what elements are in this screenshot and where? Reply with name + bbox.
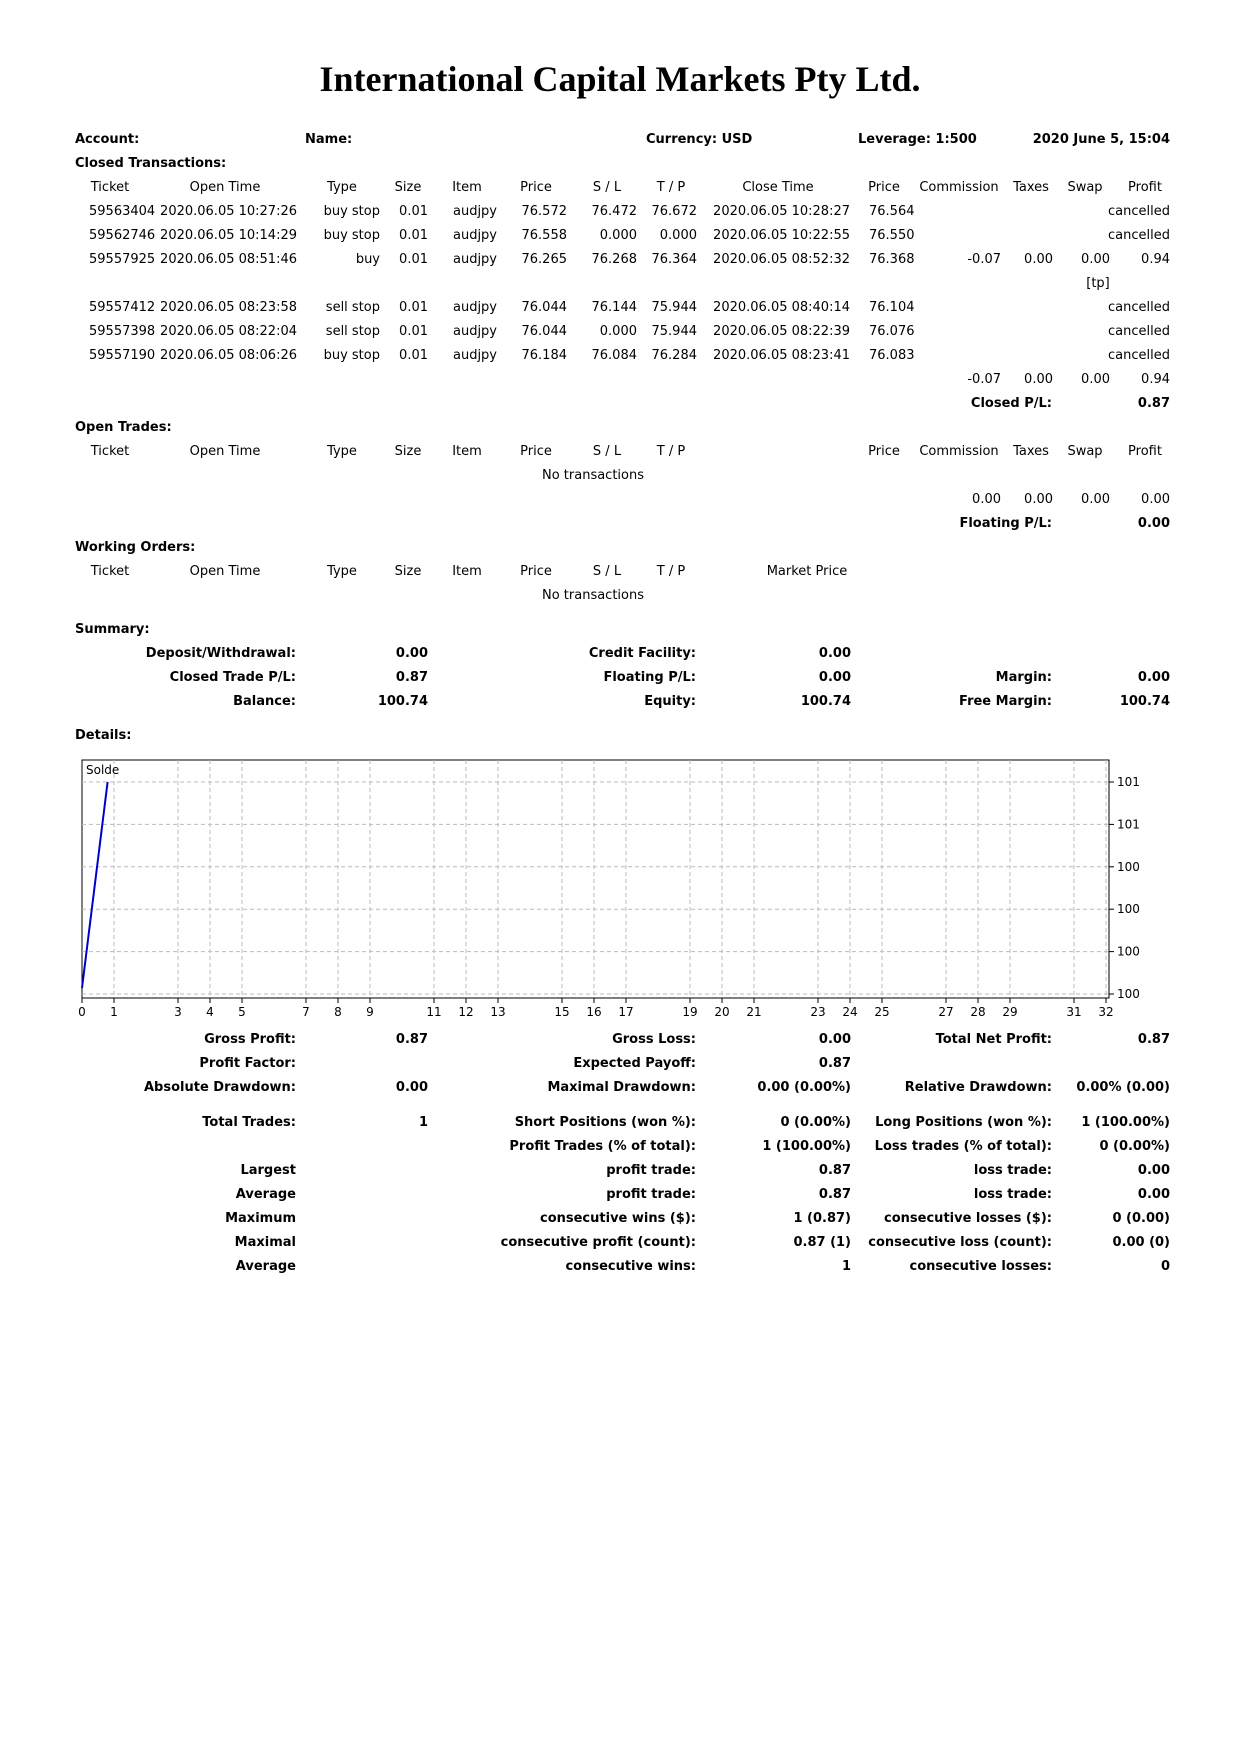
closed-cell-price: 76.558 <box>521 228 567 243</box>
closed-cell-open-time: 2020.06.05 10:14:29 <box>160 228 297 243</box>
margin-value: 0.00 <box>1137 670 1170 685</box>
stat-label: profit trade: <box>606 1163 696 1178</box>
credit-label: Credit Facility: <box>588 646 696 661</box>
closed-pl-value: 0.87 <box>1137 396 1170 411</box>
stat-label: Total Trades: <box>202 1115 296 1130</box>
column-header: Size <box>394 564 422 579</box>
stat-label: consecutive profit (count): <box>500 1235 696 1250</box>
column-header: Price <box>868 180 900 195</box>
stat-label: loss trade: <box>973 1163 1052 1178</box>
open-trades-heading: Open Trades: <box>75 420 172 435</box>
stat-label: Long Positions (won %): <box>875 1115 1052 1130</box>
open-trades-empty: No transactions <box>541 468 645 483</box>
column-header: Price <box>868 444 900 459</box>
closed-total-profit: 0.94 <box>1141 372 1170 387</box>
stat-label: Gross Profit: <box>204 1032 296 1047</box>
stat-value: 0.87 <box>818 1163 851 1178</box>
column-header: Ticket <box>90 564 130 579</box>
stat-value: 0.00 <box>1137 1163 1170 1178</box>
closed-trade-pl-label: Closed Trade P/L: <box>169 670 296 685</box>
free-margin-value: 100.74 <box>1119 694 1170 709</box>
closed-cell-type: buy stop <box>323 204 380 219</box>
closed-cell-commission: -0.07 <box>967 252 1001 267</box>
closed-total-taxes: 0.00 <box>1024 372 1053 387</box>
closed-cell-sl: 76.472 <box>591 204 637 219</box>
chart-x-tick-label: 19 <box>682 1005 698 1019</box>
stat-value: 0.00 (0.00%) <box>757 1080 851 1095</box>
open-total-profit: 0.00 <box>1141 492 1170 507</box>
column-header: S / L <box>592 444 622 459</box>
closed-cell-type: sell stop <box>325 324 380 339</box>
closed-cell-sl: 76.144 <box>591 300 637 315</box>
stat-value: 0 (0.00) <box>1112 1211 1170 1226</box>
chart-y-tick-label: 100 <box>1117 902 1140 917</box>
stat-label: Expected Payoff: <box>573 1056 696 1071</box>
stat-label: consecutive losses: <box>909 1259 1052 1274</box>
closed-cell-sl: 76.084 <box>591 348 637 363</box>
closed-cell-tp: 75.944 <box>651 324 697 339</box>
closed-cell-item: audjpy <box>452 252 497 267</box>
stat-value: 0.87 (1) <box>793 1235 851 1250</box>
chart-x-tick-label: 21 <box>746 1005 762 1019</box>
stat-label: Average <box>235 1259 296 1274</box>
chart-y-tick-label: 100 <box>1117 859 1140 874</box>
deposit-label: Deposit/Withdrawal: <box>145 646 296 661</box>
currency: Currency: USD <box>646 132 753 147</box>
working-orders-heading: Working Orders: <box>75 540 196 555</box>
column-header: Open Time <box>189 564 261 579</box>
column-header: Market Price <box>766 564 848 579</box>
chart-x-tick-label: 23 <box>810 1005 826 1019</box>
stat-label: consecutive loss (count): <box>868 1235 1052 1250</box>
closed-cell-ticket: 59563404 <box>89 204 156 219</box>
closed-cell-type: buy <box>355 252 380 267</box>
stat-value: 0.00 <box>395 1080 428 1095</box>
closed-cell-price: 76.265 <box>521 252 567 267</box>
column-header: S / L <box>592 564 622 579</box>
column-header: Price <box>520 444 552 459</box>
chart-x-tick-label: 16 <box>586 1005 602 1019</box>
stat-value: 0.00 <box>1137 1187 1170 1202</box>
stat-label: Maximal <box>234 1235 296 1250</box>
column-header: Size <box>394 444 422 459</box>
floating-pl-value: 0.00 <box>1137 516 1170 531</box>
equity-label: Equity: <box>644 694 696 709</box>
column-header: Item <box>452 444 482 459</box>
column-header: Type <box>327 564 357 579</box>
closed-cell-tp: 76.364 <box>651 252 697 267</box>
leverage: Leverage: 1:500 <box>858 132 977 147</box>
closed-cell-close-time: 2020.06.05 10:28:27 <box>713 204 850 219</box>
closed-cell-type: buy stop <box>323 228 380 243</box>
column-header: Open Time <box>189 180 261 195</box>
chart-x-tick-label: 4 <box>206 1005 214 1019</box>
closed-cell-price: 76.572 <box>521 204 567 219</box>
summary-heading: Summary: <box>75 622 150 637</box>
closed-cell-price: 76.184 <box>521 348 567 363</box>
balance-value: 100.74 <box>377 694 428 709</box>
closed-cell-taxes: 0.00 <box>1024 252 1053 267</box>
credit-value: 0.00 <box>818 646 851 661</box>
stat-value: 0.87 <box>1137 1032 1170 1047</box>
closed-cell-item: audjpy <box>452 348 497 363</box>
closed-cell-close-time: 2020.06.05 08:40:14 <box>713 300 850 315</box>
stat-label: Maximal Drawdown: <box>547 1080 696 1095</box>
closed-cell-open-time: 2020.06.05 08:51:46 <box>160 252 297 267</box>
closed-cell-open-time: 2020.06.05 08:06:26 <box>160 348 297 363</box>
closed-cell-profit: cancelled <box>1108 228 1170 243</box>
chart-x-tick-label: 17 <box>618 1005 634 1019</box>
company-title: International Capital Markets Pty Ltd. <box>319 59 921 99</box>
column-header: Swap <box>1067 180 1103 195</box>
closed-cell-size: 0.01 <box>399 228 428 243</box>
closed-cell-profit: cancelled <box>1108 204 1170 219</box>
closed-cell-ticket: 59557398 <box>89 324 156 339</box>
stat-value: 0.87 <box>818 1187 851 1202</box>
closed-trade-pl-value: 0.87 <box>395 670 428 685</box>
closed-cell-ticket: 59557412 <box>89 300 156 315</box>
closed-cell-size: 0.01 <box>399 252 428 267</box>
chart-x-tick-label: 29 <box>1002 1005 1018 1019</box>
chart-x-tick-label: 31 <box>1066 1005 1082 1019</box>
closed-cell-close-price: 76.104 <box>869 300 915 315</box>
column-header: Commission <box>919 444 999 459</box>
closed-cell-size: 0.01 <box>399 300 428 315</box>
column-header: T / P <box>656 444 686 459</box>
closed-cell-tp: 76.284 <box>651 348 697 363</box>
floating-pl-label: Floating P/L: <box>959 516 1052 531</box>
closed-cell-close-price: 76.550 <box>869 228 915 243</box>
stat-label: Average <box>235 1187 296 1202</box>
chart-x-tick-label: 5 <box>238 1005 246 1019</box>
chart-x-tick-label: 3 <box>174 1005 182 1019</box>
stat-label: Short Positions (won %): <box>514 1115 696 1130</box>
stat-label: Profit Factor: <box>199 1056 296 1071</box>
closed-cell-price: 76.044 <box>521 324 567 339</box>
closed-cell-tp: 76.672 <box>651 204 697 219</box>
chart-x-tick-label: 27 <box>938 1005 954 1019</box>
stat-label: profit trade: <box>606 1187 696 1202</box>
closed-transactions-heading: Closed Transactions: <box>75 156 227 171</box>
stat-value: 1 <box>841 1259 851 1274</box>
closed-cell-open-time: 2020.06.05 08:22:04 <box>160 324 297 339</box>
stat-value: 0 (0.00%) <box>780 1115 851 1130</box>
chart-x-tick-label: 7 <box>302 1005 310 1019</box>
closed-cell-sl: 0.000 <box>599 324 637 339</box>
stat-label: loss trade: <box>973 1187 1052 1202</box>
column-header: Taxes <box>1013 180 1049 195</box>
stat-label: Maximum <box>225 1211 296 1226</box>
closed-cell-size: 0.01 <box>399 324 428 339</box>
stat-label: Relative Drawdown: <box>904 1080 1052 1095</box>
open-total-taxes: 0.00 <box>1024 492 1053 507</box>
stat-label: Total Net Profit: <box>935 1032 1052 1047</box>
closed-cell-swap: 0.00 <box>1081 252 1110 267</box>
stat-value: 0.00 (0) <box>1112 1235 1170 1250</box>
closed-cell-close-price: 76.083 <box>869 348 915 363</box>
chart-x-tick-label: 11 <box>426 1005 442 1019</box>
stat-label: Absolute Drawdown: <box>144 1080 296 1095</box>
column-header: T / P <box>656 180 686 195</box>
account-label: Account: <box>75 132 140 147</box>
column-header: Item <box>452 180 482 195</box>
chart-x-tick-label: 24 <box>842 1005 858 1019</box>
column-header: Taxes <box>1013 444 1049 459</box>
closed-cell-price: 76.044 <box>521 300 567 315</box>
closed-cell-ticket: 59557925 <box>89 252 156 267</box>
open-total-swap: 0.00 <box>1081 492 1110 507</box>
closed-cell-size: 0.01 <box>399 204 428 219</box>
stat-label: Largest <box>240 1163 296 1178</box>
closed-cell-size: 0.01 <box>399 348 428 363</box>
column-header: Ticket <box>90 180 130 195</box>
equity-value: 100.74 <box>800 694 851 709</box>
chart-x-tick-label: 1 <box>110 1005 118 1019</box>
chart-x-tick-label: 13 <box>490 1005 506 1019</box>
column-header: Item <box>452 564 482 579</box>
closed-cell-sl: 0.000 <box>599 228 637 243</box>
stat-value: 1 <box>418 1115 428 1130</box>
column-header: S / L <box>592 180 622 195</box>
stat-label: Loss trades (% of total): <box>874 1139 1052 1154</box>
stat-value: 1 (100.00%) <box>762 1139 851 1154</box>
chart-x-tick-label: 9 <box>366 1005 374 1019</box>
chart-y-tick-label: 100 <box>1117 944 1140 959</box>
closed-cell-close-time: 2020.06.05 10:22:55 <box>713 228 850 243</box>
closed-cell-profit: cancelled <box>1108 348 1170 363</box>
closed-cell-close-price: 76.564 <box>869 204 915 219</box>
closed-cell-ticket: 59557190 <box>89 348 156 363</box>
chart-y-tick-label: 100 <box>1117 987 1140 1001</box>
closed-cell-swap: [tp] <box>1086 276 1110 291</box>
chart-x-tick-label: 15 <box>554 1005 570 1019</box>
closed-cell-tp: 75.944 <box>651 300 697 315</box>
balance-label: Balance: <box>233 694 296 709</box>
column-header: Price <box>520 180 552 195</box>
stat-value: 0.00 <box>818 1032 851 1047</box>
column-header: Profit <box>1128 180 1162 195</box>
working-orders-empty: No transactions <box>541 588 645 603</box>
closed-cell-item: audjpy <box>452 204 497 219</box>
closed-pl-label: Closed P/L: <box>970 396 1052 411</box>
closed-cell-profit: cancelled <box>1108 324 1170 339</box>
stat-value: 0 <box>1160 1259 1170 1274</box>
chart-x-tick-label: 0 <box>78 1005 86 1019</box>
closed-cell-item: audjpy <box>452 228 497 243</box>
stat-label: consecutive wins: <box>565 1259 696 1274</box>
closed-cell-type: sell stop <box>325 300 380 315</box>
stat-label: Gross Loss: <box>612 1032 696 1047</box>
stat-value: 0 (0.00%) <box>1099 1139 1170 1154</box>
column-header: Price <box>520 564 552 579</box>
closed-cell-ticket: 59562746 <box>89 228 156 243</box>
free-margin-label: Free Margin: <box>959 694 1052 709</box>
chart-x-tick-label: 8 <box>334 1005 342 1019</box>
column-header: Type <box>327 444 357 459</box>
chart-y-tick-label: 101 <box>1117 775 1140 789</box>
stat-label: Profit Trades (% of total): <box>509 1139 696 1154</box>
closed-cell-open-time: 2020.06.05 10:27:26 <box>160 204 297 219</box>
chart-x-tick-label: 12 <box>458 1005 474 1019</box>
column-header: Size <box>394 180 422 195</box>
name-label: Name: <box>305 132 353 147</box>
closed-cell-profit: 0.94 <box>1141 252 1170 267</box>
closed-cell-tp: 0.000 <box>659 228 697 243</box>
closed-cell-close-time: 2020.06.05 08:22:39 <box>713 324 850 339</box>
column-header: Ticket <box>90 444 130 459</box>
stat-value: 0.87 <box>395 1032 428 1047</box>
closed-cell-close-price: 76.076 <box>869 324 915 339</box>
chart-frame <box>82 760 1109 998</box>
closed-cell-item: audjpy <box>452 300 497 315</box>
open-total-commission: 0.00 <box>972 492 1001 507</box>
stat-label: consecutive wins ($): <box>539 1211 696 1226</box>
column-header: Commission <box>919 180 999 195</box>
closed-total-swap: 0.00 <box>1081 372 1110 387</box>
report-datetime: 2020 June 5, 15:04 <box>1032 132 1170 147</box>
closed-cell-type: buy stop <box>323 348 380 363</box>
floating-label: Floating P/L: <box>603 670 696 685</box>
closed-cell-close-time: 2020.06.05 08:23:41 <box>713 348 850 363</box>
closed-cell-close-price: 76.368 <box>869 252 915 267</box>
closed-total-commission: -0.07 <box>967 372 1001 387</box>
stat-value: 1 (100.00%) <box>1081 1115 1170 1130</box>
column-header: Profit <box>1128 444 1162 459</box>
deposit-value: 0.00 <box>395 646 428 661</box>
chart-x-tick-label: 28 <box>970 1005 986 1019</box>
stat-value: 0.87 <box>818 1056 851 1071</box>
chart-x-tick-label: 32 <box>1098 1005 1114 1019</box>
column-header: Type <box>327 180 357 195</box>
closed-cell-close-time: 2020.06.05 08:52:32 <box>713 252 850 267</box>
details-heading: Details: <box>75 728 132 743</box>
column-header: Swap <box>1067 444 1103 459</box>
chart-y-tick-label: 101 <box>1117 817 1140 832</box>
closed-cell-item: audjpy <box>452 324 497 339</box>
chart-x-tick-label: 20 <box>714 1005 730 1019</box>
closed-cell-open-time: 2020.06.05 08:23:58 <box>160 300 297 315</box>
chart-legend-solde: Solde <box>86 763 120 777</box>
column-header: Close Time <box>742 180 814 195</box>
floating-value: 0.00 <box>818 670 851 685</box>
closed-cell-sl: 76.268 <box>591 252 637 267</box>
closed-cell-profit: cancelled <box>1108 300 1170 315</box>
stat-value: 1 (0.87) <box>793 1211 851 1226</box>
stat-label: consecutive losses ($): <box>884 1211 1052 1226</box>
chart-x-tick-label: 25 <box>874 1005 890 1019</box>
column-header: T / P <box>656 564 686 579</box>
column-header: Open Time <box>189 444 261 459</box>
stat-value: 0.00% (0.00) <box>1076 1080 1170 1095</box>
margin-label: Margin: <box>995 670 1052 685</box>
